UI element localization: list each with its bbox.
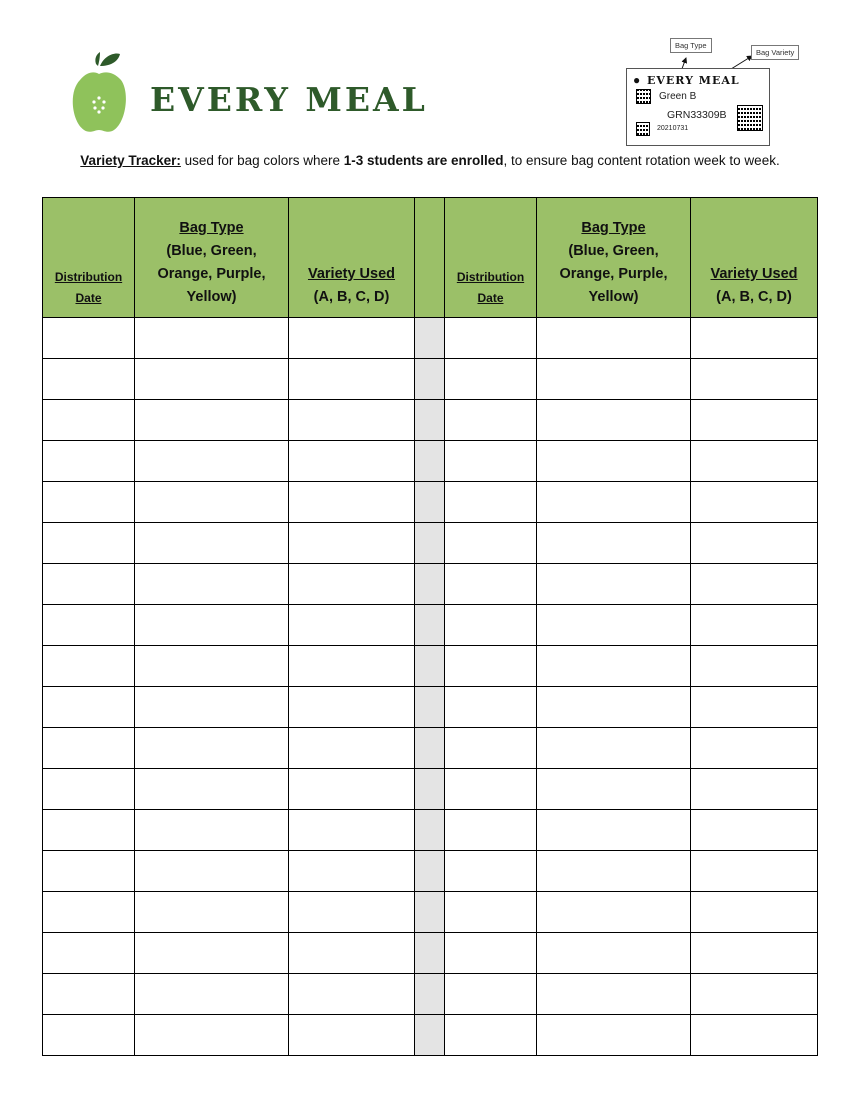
variety-cell[interactable]	[691, 359, 818, 400]
bag-type-cell[interactable]	[135, 933, 289, 974]
instructions-emphasis: 1-3 students are enrolled	[343, 153, 504, 168]
column-divider	[415, 974, 445, 1015]
bag-type-cell[interactable]	[537, 810, 691, 851]
variety-cell[interactable]	[289, 400, 415, 441]
table-row	[43, 400, 818, 441]
bag-type-cell[interactable]	[135, 359, 289, 400]
instructions-text-1: used for bag colors where	[180, 153, 344, 168]
date-cell[interactable]	[445, 974, 537, 1015]
instructions-text-2: , to ensure bag content rotation week to week.	[503, 153, 780, 168]
column-divider	[415, 318, 445, 359]
variety-cell[interactable]	[289, 933, 415, 974]
variety-cell[interactable]	[289, 523, 415, 564]
variety-cell[interactable]	[289, 1015, 415, 1056]
apple-icon	[66, 50, 136, 136]
date-cell[interactable]	[43, 605, 135, 646]
bag-type-cell[interactable]	[135, 482, 289, 523]
bag-type-cell[interactable]	[135, 441, 289, 482]
table-row	[43, 523, 818, 564]
date-cell[interactable]	[43, 441, 135, 482]
column-divider	[415, 769, 445, 810]
bag-type-cell[interactable]	[135, 1015, 289, 1056]
variety-cell[interactable]	[289, 605, 415, 646]
date-cell[interactable]	[43, 482, 135, 523]
variety-cell[interactable]	[691, 646, 818, 687]
variety-cell[interactable]	[289, 769, 415, 810]
example-bag-label	[626, 68, 770, 146]
bag-type-cell[interactable]	[135, 400, 289, 441]
date-cell[interactable]	[445, 851, 537, 892]
date-cell[interactable]	[43, 646, 135, 687]
variety-cell[interactable]	[691, 851, 818, 892]
callout-bag-type: Bag Type	[670, 38, 712, 53]
bag-type-cell[interactable]	[537, 851, 691, 892]
qr-code-icon	[737, 105, 763, 131]
table-row	[43, 810, 818, 851]
bag-type-cell[interactable]	[537, 564, 691, 605]
column-divider	[415, 482, 445, 523]
variety-cell[interactable]	[691, 1015, 818, 1056]
bag-type-cell[interactable]	[537, 892, 691, 933]
variety-cell[interactable]	[289, 646, 415, 687]
bag-type-cell[interactable]	[135, 605, 289, 646]
brand-wordmark: EVERY MEAL	[150, 80, 428, 119]
bag-type-cell[interactable]	[537, 605, 691, 646]
variety-cell[interactable]	[691, 523, 818, 564]
date-cell[interactable]	[43, 728, 135, 769]
date-cell[interactable]	[445, 769, 537, 810]
table-row	[43, 687, 818, 728]
date-cell[interactable]	[43, 974, 135, 1015]
label-code: GRN33309B	[667, 109, 727, 121]
bag-type-cell[interactable]	[135, 892, 289, 933]
date-cell[interactable]	[43, 687, 135, 728]
header-variety-used: Variety Used (A, B, C, D)	[691, 198, 818, 318]
column-divider	[415, 933, 445, 974]
variety-tracker-table	[42, 197, 818, 1056]
bag-type-cell[interactable]	[537, 482, 691, 523]
column-divider	[415, 441, 445, 482]
date-cell[interactable]	[43, 810, 135, 851]
column-divider	[415, 687, 445, 728]
date-cell[interactable]	[43, 318, 135, 359]
variety-cell[interactable]	[289, 892, 415, 933]
column-divider	[415, 198, 445, 318]
label-date: 20210731	[657, 125, 689, 132]
variety-cell[interactable]	[691, 605, 818, 646]
table-row	[43, 892, 818, 933]
column-divider	[415, 564, 445, 605]
table-row	[43, 1015, 818, 1056]
variety-cell[interactable]	[691, 687, 818, 728]
header-distribution-date: Distribution Date	[445, 198, 537, 318]
variety-cell[interactable]	[289, 851, 415, 892]
bag-type-cell[interactable]	[537, 359, 691, 400]
bag-type-cell[interactable]	[537, 933, 691, 974]
table-row	[43, 974, 818, 1015]
callout-bag-variety: Bag Variety	[751, 45, 799, 60]
date-cell[interactable]	[445, 892, 537, 933]
bag-type-cell[interactable]	[537, 646, 691, 687]
qr-code-icon	[636, 89, 651, 104]
column-divider	[415, 646, 445, 687]
date-cell[interactable]	[445, 687, 537, 728]
label-brand: EVERY MEAL	[647, 74, 740, 87]
date-cell[interactable]	[445, 523, 537, 564]
table-row	[43, 318, 818, 359]
date-cell[interactable]	[43, 523, 135, 564]
bag-type-cell[interactable]	[135, 851, 289, 892]
variety-cell[interactable]	[289, 318, 415, 359]
date-cell[interactable]	[43, 359, 135, 400]
apple-icon: ●	[633, 73, 641, 87]
date-cell[interactable]	[43, 933, 135, 974]
table-row	[43, 482, 818, 523]
bag-type-cell[interactable]	[135, 523, 289, 564]
variety-cell[interactable]	[691, 441, 818, 482]
variety-cell[interactable]	[289, 810, 415, 851]
bag-type-cell[interactable]	[135, 769, 289, 810]
bag-type-cell[interactable]	[537, 974, 691, 1015]
date-cell[interactable]	[445, 1015, 537, 1056]
table-row	[43, 605, 818, 646]
column-divider	[415, 523, 445, 564]
variety-cell[interactable]	[289, 974, 415, 1015]
variety-cell[interactable]	[289, 728, 415, 769]
column-divider	[415, 892, 445, 933]
date-cell[interactable]	[445, 605, 537, 646]
table-row	[43, 646, 818, 687]
date-cell[interactable]	[445, 933, 537, 974]
date-cell[interactable]	[445, 646, 537, 687]
table-row	[43, 359, 818, 400]
variety-cell[interactable]	[691, 769, 818, 810]
table-row	[43, 851, 818, 892]
date-cell[interactable]	[43, 892, 135, 933]
variety-cell[interactable]	[691, 892, 818, 933]
header-bag-type: Bag Type (Blue, Green, Orange, Purple, Yellow)	[135, 198, 289, 318]
bag-type-cell[interactable]	[135, 564, 289, 605]
date-cell[interactable]	[43, 400, 135, 441]
variety-cell[interactable]	[691, 810, 818, 851]
variety-cell[interactable]	[691, 974, 818, 1015]
table-row	[43, 728, 818, 769]
header-bag-type: Bag Type (Blue, Green, Orange, Purple, Yellow)	[537, 198, 691, 318]
bag-type-cell[interactable]	[135, 646, 289, 687]
column-divider	[415, 1015, 445, 1056]
label-variety: Green B	[659, 91, 697, 102]
table-row	[43, 441, 818, 482]
column-divider	[415, 400, 445, 441]
date-cell[interactable]	[445, 400, 537, 441]
instructions-lead: Variety Tracker:	[80, 153, 181, 168]
date-cell[interactable]	[445, 728, 537, 769]
variety-cell[interactable]	[289, 687, 415, 728]
date-cell[interactable]	[43, 564, 135, 605]
instructions	[0, 153, 860, 168]
date-cell[interactable]	[445, 564, 537, 605]
bag-type-cell[interactable]	[135, 974, 289, 1015]
date-cell[interactable]	[445, 482, 537, 523]
date-cell[interactable]	[445, 318, 537, 359]
bag-type-cell[interactable]	[135, 728, 289, 769]
column-divider	[415, 851, 445, 892]
table-header-row	[43, 198, 818, 318]
bag-type-cell[interactable]	[537, 400, 691, 441]
bag-type-cell[interactable]	[537, 687, 691, 728]
bag-type-cell[interactable]	[537, 318, 691, 359]
date-cell[interactable]	[445, 359, 537, 400]
date-cell[interactable]	[43, 769, 135, 810]
variety-cell[interactable]	[289, 482, 415, 523]
bag-type-cell[interactable]	[537, 769, 691, 810]
variety-cell[interactable]	[691, 728, 818, 769]
bag-type-cell[interactable]	[537, 728, 691, 769]
qr-code-icon	[636, 122, 650, 136]
date-cell[interactable]	[43, 851, 135, 892]
variety-cell[interactable]	[691, 400, 818, 441]
bag-type-cell[interactable]	[135, 687, 289, 728]
date-cell[interactable]	[445, 810, 537, 851]
variety-cell[interactable]	[691, 564, 818, 605]
header-distribution-date: Distribution Date	[43, 198, 135, 318]
bag-type-cell[interactable]	[135, 318, 289, 359]
bag-type-cell[interactable]	[537, 523, 691, 564]
column-divider	[415, 605, 445, 646]
bag-type-cell[interactable]	[537, 441, 691, 482]
date-cell[interactable]	[445, 441, 537, 482]
date-cell[interactable]	[43, 1015, 135, 1056]
header-variety-used: Variety Used (A, B, C, D)	[289, 198, 415, 318]
variety-cell[interactable]	[691, 482, 818, 523]
variety-cell[interactable]	[691, 933, 818, 974]
table-row	[43, 933, 818, 974]
bag-type-cell[interactable]	[537, 1015, 691, 1056]
column-divider	[415, 810, 445, 851]
variety-cell[interactable]	[289, 564, 415, 605]
table-row	[43, 564, 818, 605]
bag-type-cell[interactable]	[135, 810, 289, 851]
variety-cell[interactable]	[691, 318, 818, 359]
column-divider	[415, 728, 445, 769]
column-divider	[415, 359, 445, 400]
table-body	[43, 318, 818, 1056]
table-row	[43, 769, 818, 810]
variety-cell[interactable]	[289, 441, 415, 482]
variety-cell[interactable]	[289, 359, 415, 400]
